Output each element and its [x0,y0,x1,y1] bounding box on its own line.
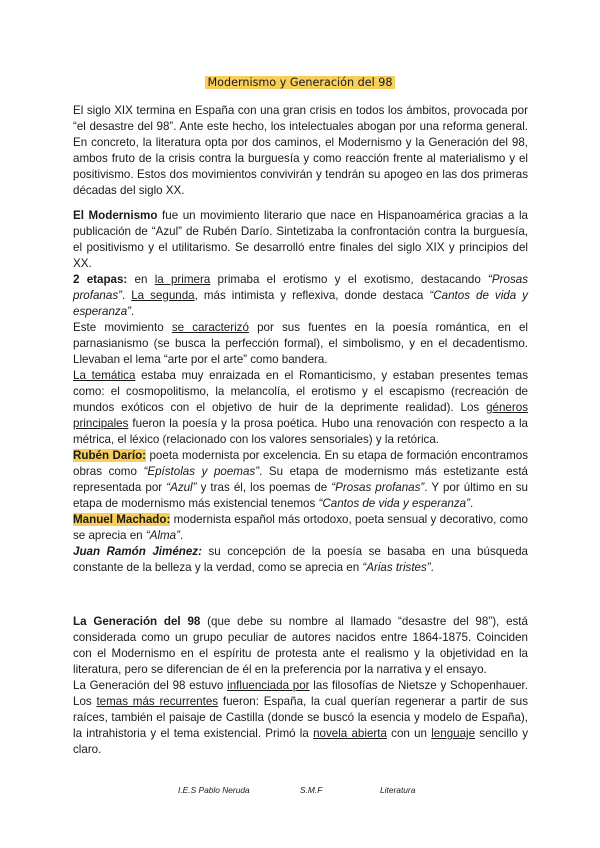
machado-text-1: modernista español más ortodoxo, poeta sensual y decorativo, como se aprecia en [73,513,528,542]
author-dario: Rubén Darío: [73,449,147,462]
gen-temas: temas más recurrentes [96,695,219,708]
gen-text-2: las filosofías de Nietsze y Schopenhauer. Los [73,679,529,708]
footer-initials: S.M.F [300,785,323,795]
etapas-text-5: . [131,305,135,318]
modernismo-def-text: fue un movimiento literario que nace en Hispanoamérica gracias a la publicación de “Azul” de Rubén Darío. Sintetizaba la confrontación contra la burguesía, el positivismo y el utilitarismo. Se desarrolló entre finales del siglo XIX y principios del XX. [73,209,528,270]
tematica-paragraph [73,368,528,448]
caract-underline: se caracterizó [171,321,249,334]
dario-text-2: . Su etapa de modernismo más estetizante está representada por [73,465,528,494]
footer-school: I.E.S Pablo Neruda [178,785,250,795]
gen-text-4: con un [386,727,432,740]
gen-text-1: La Generación del 98 estuvo [73,679,228,692]
work-cantos-de-vida-2: “Cantos de vida y esperanza” [318,497,470,510]
work-epistolas: “Epístolas y poemas” [143,465,260,478]
tematica-text-1: estaba muy enraizada en el Romanticismo, y estaban presentes temas como: el cosmopolitismo, la melancolía, el erotismo y el escapismo (recreación de mundos exóticos con el objetivo de huir de la deprimente realidad). Los [73,369,528,414]
gen-text-3: fueron: España, la cual querían regenerar a partir de sus raíces, también el paisaje de Castilla (donde se buscó la esencia y modelo de España), la intrahistoria y el tema existencial. Primó la [73,695,528,740]
modernismo-term: El Modernismo [73,209,158,222]
modernismo-definition [73,208,528,272]
work-arias-tristes: “Arias tristes” [362,561,431,574]
work-alma: “Alma” [145,529,180,542]
work-azul: “Azul” [166,481,197,494]
gen-text-5: sencillo y claro. [73,727,529,756]
intro-paragraph: El siglo XIX termina en España con una gran crisis en todos los ámbitos, provocada por “el desastre del 98”. Ante este hecho, los intelectuales abogan por una reforma general. En concreto, la literatura opta por dos caminos, el Modernismo y la Generación del 98, ambos fruto de la crisis contra la burguesía y como reacción frente al materialismo y el positivismo. Estos dos movimientos convivirán y tendrán su apogeo en las dos primeras décadas del siglo XX. [73,104,528,197]
generos-label: géneros principales [73,401,528,430]
jrj-paragraph [73,544,528,576]
tematica-label: La temática [73,369,136,382]
generacion-term: La Generación del 98 [73,615,201,628]
intro-block [73,103,528,199]
dario-text-3: y tras él, los poemas de [196,481,332,494]
etapas-text-2: primaba el erotismo y el exotismo, destacando [210,273,489,286]
etapas-label: 2 etapas: [73,273,128,286]
footer-subject: Literatura [380,785,416,795]
tematica-text-2: fueron la poesía y la prosa poética. Hubo una renovación con respecto a la métrica, el léxico (relacionado con los valores sensoriales) y la retórica. [73,417,528,446]
page-title: Modernismo y Generación del 98 [207,76,393,89]
etapas-paragraph [73,272,528,320]
work-cantos-de-vida: “Cantos de vida y esperanza” [73,289,528,318]
etapa-primera: la primera [154,273,211,286]
etapas-text-4: , más intimista y reflexiva, donde destaca [194,289,430,302]
author-machado: Manuel Machado: [73,513,171,526]
dario-text-5: . [469,497,474,510]
jrj-text-2: . [430,561,434,574]
author-jrj: Juan Ramón Jiménez: [73,545,202,558]
dario-text-1: poeta modernista por excelencia. En su etapa de formación encontramos obras como [73,449,528,478]
gen-influenciada: influenciada por [227,679,310,692]
work-prosas-profanas: “Prosas profanas” [73,273,528,302]
caract-text-2: por sus fuentes en la poesía romántica, en el parnasianismo (se busca la perfección formal), el simbolismo, y en el decadentismo. Llevaban el lema “arte por el arte” como bandera. [73,321,528,366]
gen-novela: novela abierta [313,727,387,740]
caracteristicas-paragraph [73,320,528,368]
dario-text-4: . Y por último en su etapa de modernismo más existencial tenemos [73,481,528,510]
generacion-influencias [73,678,528,758]
title-wrap [0,73,600,91]
jrj-text-1: su concepción de la poesía se basaba en una búsqueda constante de la belleza y la verdad, como se aprecia en [73,545,528,574]
caract-text-1: Este movimiento [73,321,172,334]
generacion-block [73,614,528,758]
generacion-definition [73,614,528,678]
machado-text-2: . [179,529,184,542]
generacion-def-text: (que debe su nombre al llamado “desastre del 98”), está considerada como un grupo peculiar de autores nacidos entre 1864-1875. Coinciden con el Modernismo en el espíritu de protesta ante el realismo y la objetividad en la literatura, pero se diferencian de él en la preferencia por la narrativa y el ensayo. [73,615,528,676]
etapas-text-1: en [127,273,155,286]
work-prosas-profanas-2: “Prosas profanas” [331,481,425,494]
dario-paragraph [73,448,528,512]
gen-lenguaje: lenguaje [431,727,476,740]
machado-paragraph [73,512,528,544]
etapas-text-3: . [121,289,132,302]
etapa-segunda: La segunda [131,289,195,302]
modernismo-block [73,208,528,576]
